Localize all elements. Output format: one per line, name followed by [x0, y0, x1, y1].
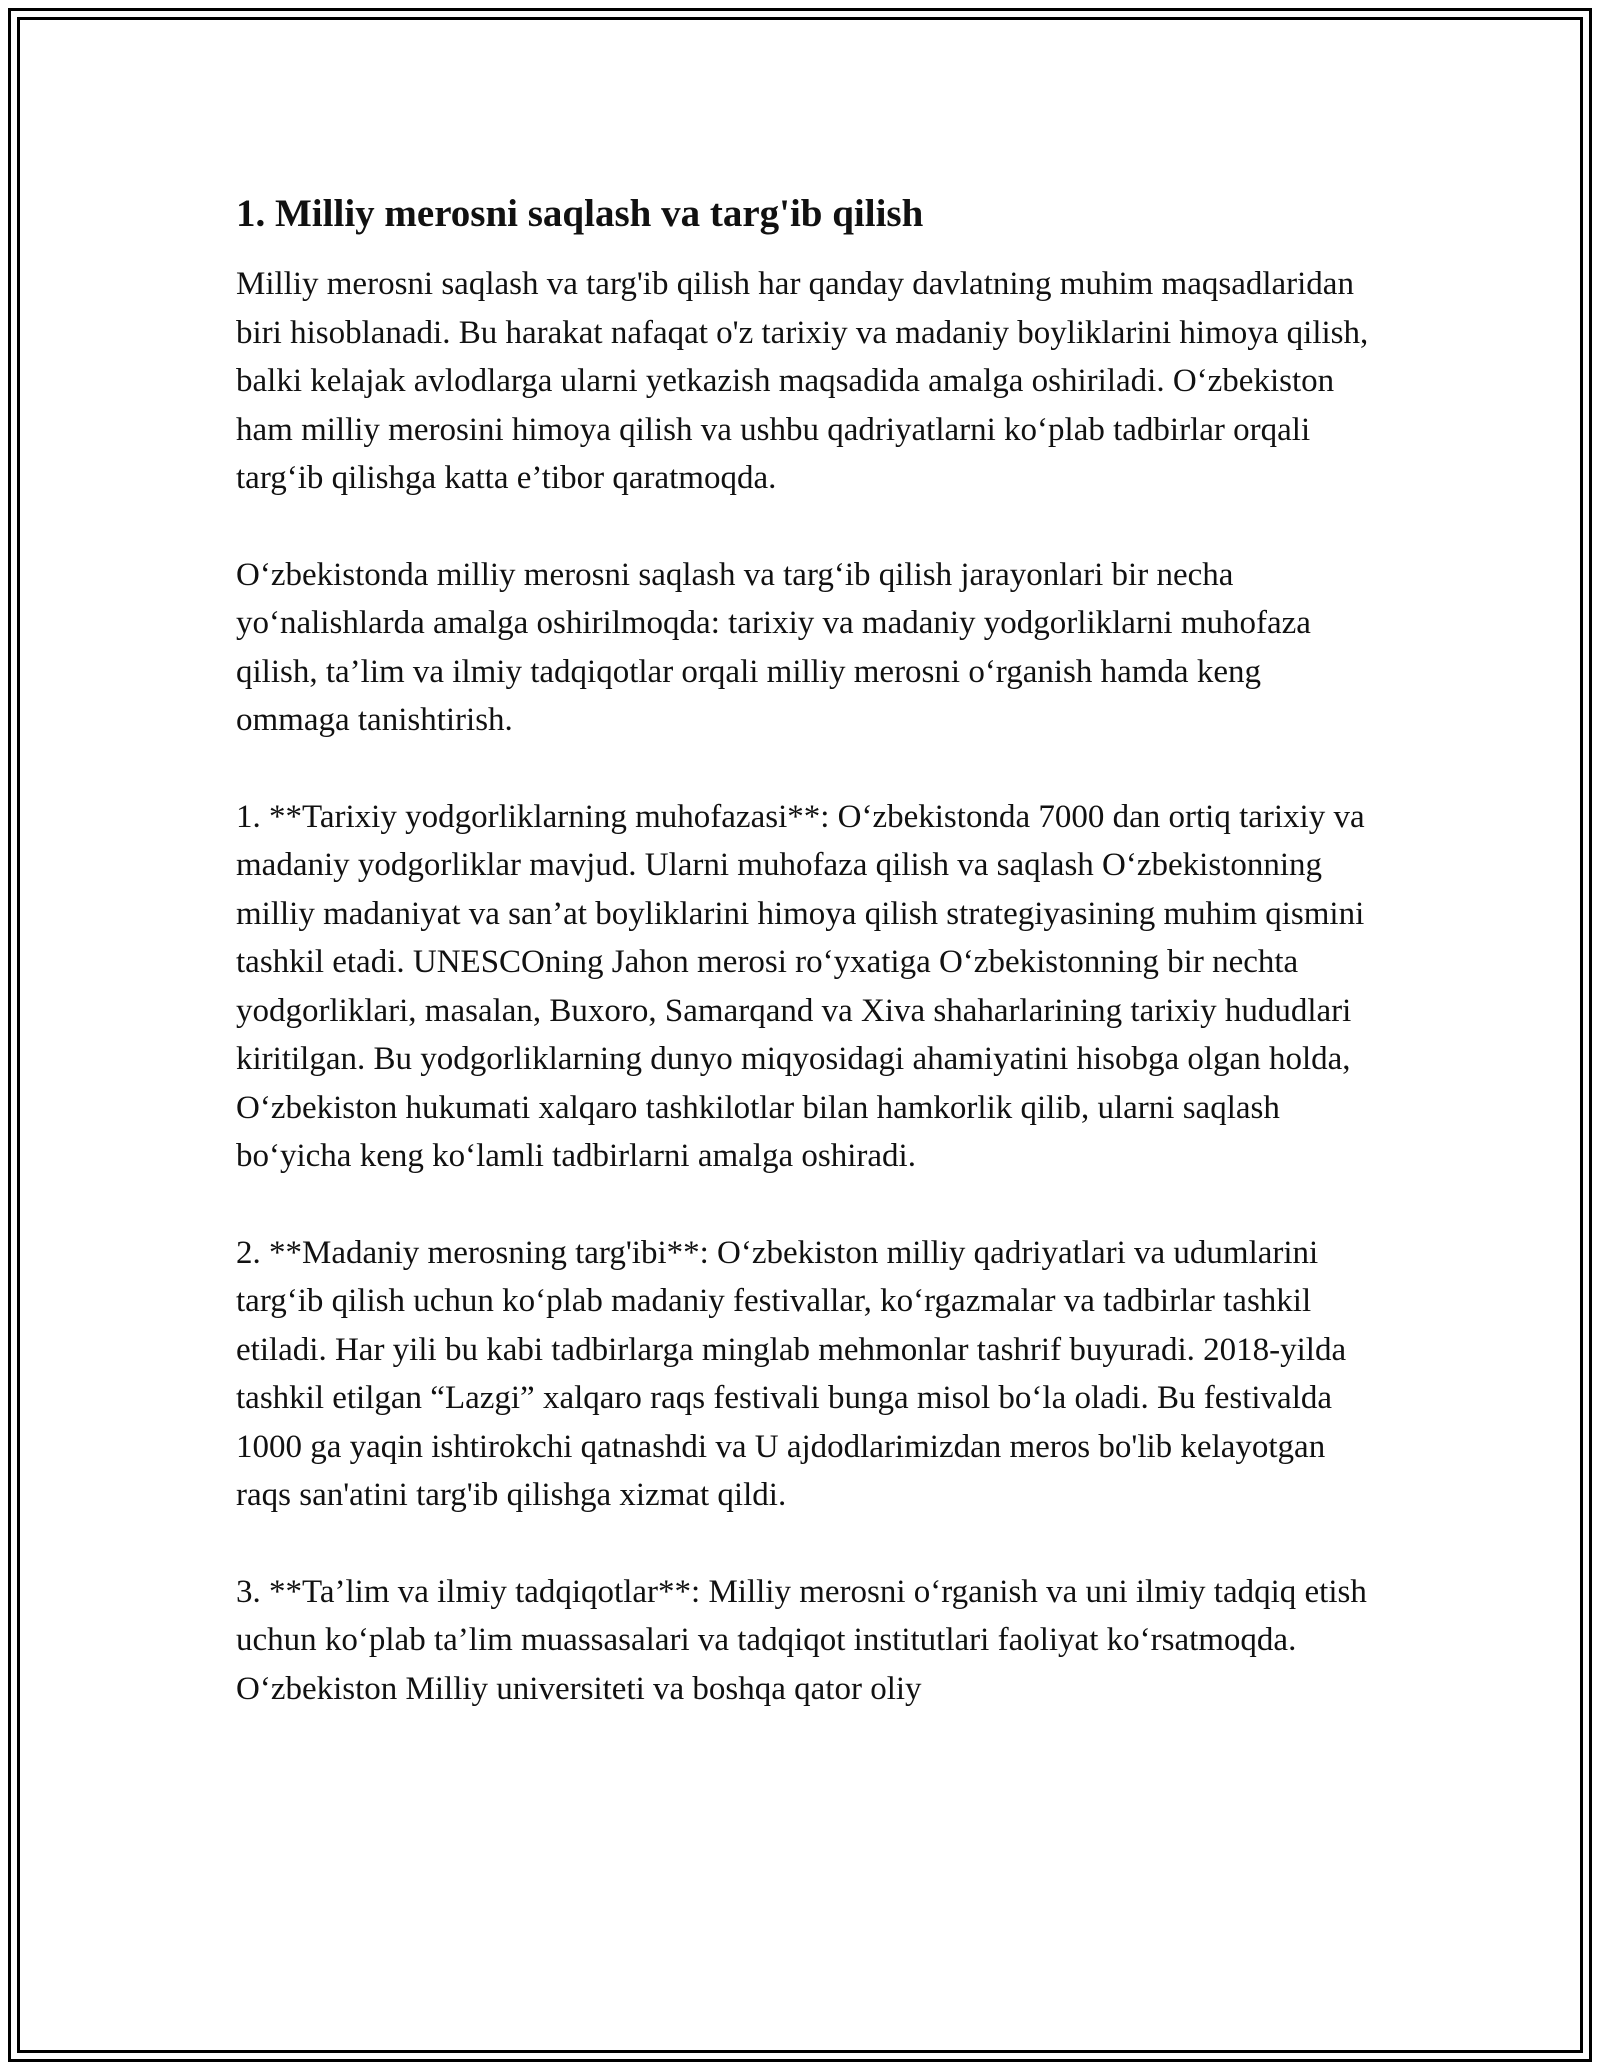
list-item-historical-monuments: 1. **Tarixiy yodgorliklarning muhofazasi**: O‘zbekistonda 7000 dan ortiq tarixiy va madaniy yodgorliklar mavjud. Ularni muhofaza qilish va saqlash O‘zbekistonning milliy madaniyat va san’at boyliklarini himoya qilish strategiyasining muhim qismini tashkil etadi. UNESCOning Jahon merosi ro‘yxatiga O‘zbekistonning bir nechta yodgorliklari, masalan, Buxoro, Samarqand va Xiva shaharlarining tarixiy hududlari kiritilgan. Bu yodgorliklarning dunyo miqyosidagi ahamiyatini hisobga olgan holda, O‘zbekiston hukumati xalqaro tashkilotlar bilan hamkorlik qilib, ularni saqlash bo‘yicha keng ko‘lamli tadbirlarni amalga oshiradi.: [236, 798, 1365, 1174]
list-item-cultural-promotion: 2. **Madaniy merosning targ'ibi**: O‘zbekiston milliy qadriyatlari va udumlarini targ‘ib qilish uchun ko‘plab madaniy festivallar, ko‘rgazmalar va tadbirlar tashkil etiladi. Har yili bu kabi tadbirlarga minglab mehmonlar tashrif buyuradi. 2018-yilda tashkil etilgan “Lazgi” xalqaro raqs festivali bunga misol bo‘la oladi. Bu festivalda 1000 ga yaqin ishtirokchi qatnashdi va U ajdodlarimizdan meros bo'lib kelayotgan raqs san'atini targ'ib qilishga xizmat qildi.: [236, 1234, 1347, 1513]
directions-paragraph: O‘zbekistonda milliy merosni saqlash va targ‘ib qilish jarayonlari bir necha yo‘nalishlarda amalga oshirilmoqda: tarixiy va madaniy yodgorliklarni muhofaza qilish, ta’lim va ilmiy tadqiqotlar orqali milliy merosni o‘rganish hamda keng ommaga tanishtirish.: [236, 556, 1311, 738]
section-heading: 1. Milliy merosni saqlash va targ'ib qilish: [236, 192, 924, 235]
list-item-education-research: 3. **Ta’lim va ilmiy tadqiqotlar**: Milliy merosni o‘rganish va uni ilmiy tadqiq etish uchun ko‘plab ta’lim muassasalari va tadqiqot institutlari faoliyat ko‘rsatmoqda. O‘zbekiston Milliy universiteti va boshqa qator oliy: [236, 1573, 1367, 1707]
document-body: [236, 190, 1376, 1761]
intro-paragraph: Milliy merosni saqlash va targ'ib qilish har qanday davlatning muhim maqsadlaridan biri hisoblanadi. Bu harakat nafaqat o'z tarixiy va madaniy boyliklarini himoya qilish, balki kelajak avlodlarga ularni yetkazish maqsadida amalga oshiriladi. O‘zbekiston ham milliy merosini himoya qilish va ushbu qadriyatlarni ko‘plab tadbirlar orqali targ‘ib qilishga katta e’tibor qaratmoqda.: [236, 266, 1369, 496]
